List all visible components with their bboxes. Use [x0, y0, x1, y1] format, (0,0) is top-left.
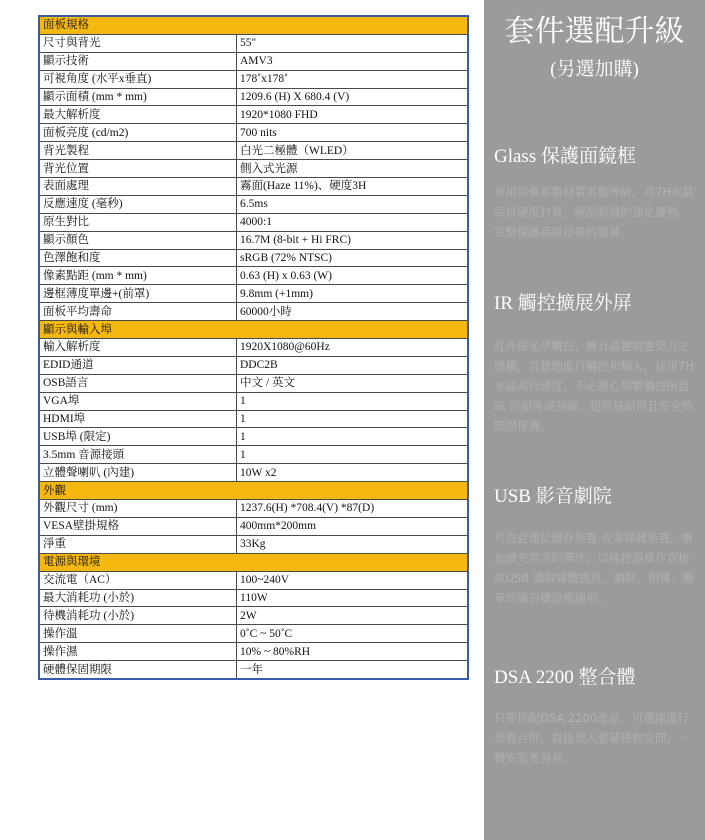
sidebar-title: 套件選配升級	[504, 15, 685, 48]
spec-row	[39, 500, 468, 518]
spec-value: 0.63 (H) x 0.63 (W)	[237, 267, 469, 285]
spec-label: HDMI埠	[39, 410, 237, 428]
spec-label: 輸入解析度	[39, 339, 237, 357]
spec-value: 1	[237, 410, 469, 428]
spec-row	[39, 34, 468, 52]
spec-value: 178˚x178˚	[237, 70, 469, 88]
spec-value: 1920X1080@60Hz	[237, 339, 469, 357]
spec-value: 4000:1	[237, 213, 469, 231]
spec-label: 顯示面積 (mm * mm)	[39, 88, 237, 106]
spec-value: 1	[237, 428, 469, 446]
spec-value: 16.7M (8-bit + Hi FRC)	[237, 231, 469, 249]
spec-value: 100~240V	[237, 571, 469, 589]
spec-label: 顯示技術	[39, 52, 237, 70]
spec-row	[39, 285, 468, 303]
options-sidebar	[484, 0, 705, 840]
spec-label: 最大解析度	[39, 106, 237, 124]
spec-value: 60000小時	[237, 303, 469, 321]
spec-row	[39, 124, 468, 142]
feature-body-usb: 可恣意連結儲存裝置 或多媒體裝置，增加擴充需求的彈性，以搖控器操作直接做USB 讀取媒體播放，劇院、相簿、簡單的廣告播放都適用。	[494, 531, 694, 605]
spec-row	[39, 517, 468, 535]
feature-body-dsa: 只要搭配DSA 2200產品，可選擇進行裝置合併，直接崁入螢幕後框空間，一機安裝更容易。	[494, 711, 690, 765]
spec-label: OSB語言	[39, 374, 237, 392]
spec-value: 1	[237, 446, 469, 464]
spec-row	[39, 70, 468, 88]
spec-label: 色澤飽和度	[39, 249, 237, 267]
spec-value: 1	[237, 392, 469, 410]
spec-row	[39, 267, 468, 285]
feature-body-glass: 車用防風系數材質系數等級，具7H水晶高抗硬度材質，耐刮耐撞的強化優勢，完整保護高級珍貴的螢幕。	[494, 185, 694, 239]
sidebar-subtitle: (另選加購)	[550, 59, 639, 80]
feature-heading-ir-touch: IR 觸控擴展外屏	[494, 293, 632, 314]
spec-label: 背光製程	[39, 142, 237, 160]
spec-label: 3.5mm 音源接頭	[39, 446, 237, 464]
spec-value: 中文 / 英文	[237, 374, 469, 392]
spec-row	[39, 303, 468, 321]
spec-value: 10% ~ 80%RH	[237, 643, 469, 661]
spec-label: 待機消耗功 (小於)	[39, 607, 237, 625]
spec-value: 霧面(Haze 11%)、硬度3H	[237, 178, 469, 196]
spec-label: 操作溫	[39, 625, 237, 643]
spec-value: 1237.6(H) *708.4(V) *87(D)	[237, 500, 469, 518]
section-title: 外觀	[39, 482, 468, 500]
spec-label: 背光位置	[39, 160, 237, 178]
spec-row	[39, 339, 468, 357]
spec-label: USB埠 (限定)	[39, 428, 237, 446]
spec-row	[39, 643, 468, 661]
spec-value: 700 nits	[237, 124, 469, 142]
spec-label: 尺寸與背光	[39, 34, 237, 52]
spec-value: 1920*1080 FHD	[237, 106, 469, 124]
spec-row	[39, 231, 468, 249]
feature-heading-glass: Glass 保護面鏡框	[494, 146, 636, 167]
spec-row	[39, 142, 468, 160]
section-header-row	[39, 482, 468, 500]
spec-row	[39, 464, 468, 482]
spec-value: 110W	[237, 589, 469, 607]
spec-label: 可視角度 (水平x垂直)	[39, 70, 237, 88]
spec-row	[39, 52, 468, 70]
spec-value: sRGB (72% NTSC)	[237, 249, 469, 267]
spec-value: DDC2B	[237, 356, 469, 374]
spec-value: 55"	[237, 34, 469, 52]
spec-label: 外觀尺寸 (mm)	[39, 500, 237, 518]
spec-value: 10W x2	[237, 464, 469, 482]
spec-value: 白光二極體（WLED）	[237, 142, 469, 160]
spec-table	[38, 15, 469, 680]
section-title: 面板規格	[39, 16, 468, 34]
section-header-row	[39, 16, 468, 34]
spec-value: 0˚C ~ 50˚C	[237, 625, 469, 643]
spec-label: 表面處理	[39, 178, 237, 196]
spec-row	[39, 178, 468, 196]
spec-row	[39, 392, 468, 410]
feature-body-ir-touch: 紅外線光學觸控，擁有高靈敏靈堅力之感觸，直覺地進行觸控和輸入，採用7H水晶高抗硬度，不必擔心頻繁觸控所造成 的損害或刮痕，提供最耐用且安全的堅固保護。	[494, 339, 694, 433]
spec-row	[39, 535, 468, 553]
spec-value: AMV3	[237, 52, 469, 70]
spec-row	[39, 607, 468, 625]
spec-row	[39, 446, 468, 464]
spec-row	[39, 571, 468, 589]
spec-label: 邊框薄度單邊+(前罩)	[39, 285, 237, 303]
spec-label: VESA壁掛規格	[39, 517, 237, 535]
spec-label: 交流電（AC）	[39, 571, 237, 589]
spec-row	[39, 428, 468, 446]
spec-row	[39, 195, 468, 213]
spec-row	[39, 661, 468, 679]
spec-value: 一年	[237, 661, 469, 679]
spec-label: 硬體保固期限	[39, 661, 237, 679]
spec-value: 側入式光源	[237, 160, 469, 178]
spec-label: 立體聲喇叭 (內建)	[39, 464, 237, 482]
feature-heading-dsa: DSA 2200 整合體	[494, 667, 636, 688]
section-header-row	[39, 553, 468, 571]
spec-label: 面板平均壽命	[39, 303, 237, 321]
spec-row	[39, 374, 468, 392]
spec-label: 像素點距 (mm * mm)	[39, 267, 237, 285]
spec-value: 400mm*200mm	[237, 517, 469, 535]
spec-row	[39, 589, 468, 607]
spec-label: EDID通道	[39, 356, 237, 374]
spec-label: 原生對比	[39, 213, 237, 231]
spec-value: 33Kg	[237, 535, 469, 553]
spec-row	[39, 160, 468, 178]
spec-label: VGA埠	[39, 392, 237, 410]
spec-row	[39, 213, 468, 231]
spec-label: 顯示顏色	[39, 231, 237, 249]
section-title: 電源與環境	[39, 553, 468, 571]
spec-label: 最大消耗功 (小於)	[39, 589, 237, 607]
feature-heading-usb: USB 影音劇院	[494, 486, 612, 507]
spec-label: 面板亮度 (cd/m2)	[39, 124, 237, 142]
spec-value: 9.8mm (+1mm)	[237, 285, 469, 303]
spec-row	[39, 410, 468, 428]
spec-row	[39, 88, 468, 106]
spec-label: 操作濕	[39, 643, 237, 661]
spec-row	[39, 356, 468, 374]
spec-row	[39, 106, 468, 124]
section-header-row	[39, 321, 468, 339]
spec-row	[39, 249, 468, 267]
spec-label: 淨重	[39, 535, 237, 553]
spec-row	[39, 625, 468, 643]
spec-value: 1209.6 (H) X 680.4 (V)	[237, 88, 469, 106]
spec-value: 2W	[237, 607, 469, 625]
spec-value: 6.5ms	[237, 195, 469, 213]
section-title: 顯示與輸入埠	[39, 321, 468, 339]
spec-label: 反應速度 (毫秒)	[39, 195, 237, 213]
